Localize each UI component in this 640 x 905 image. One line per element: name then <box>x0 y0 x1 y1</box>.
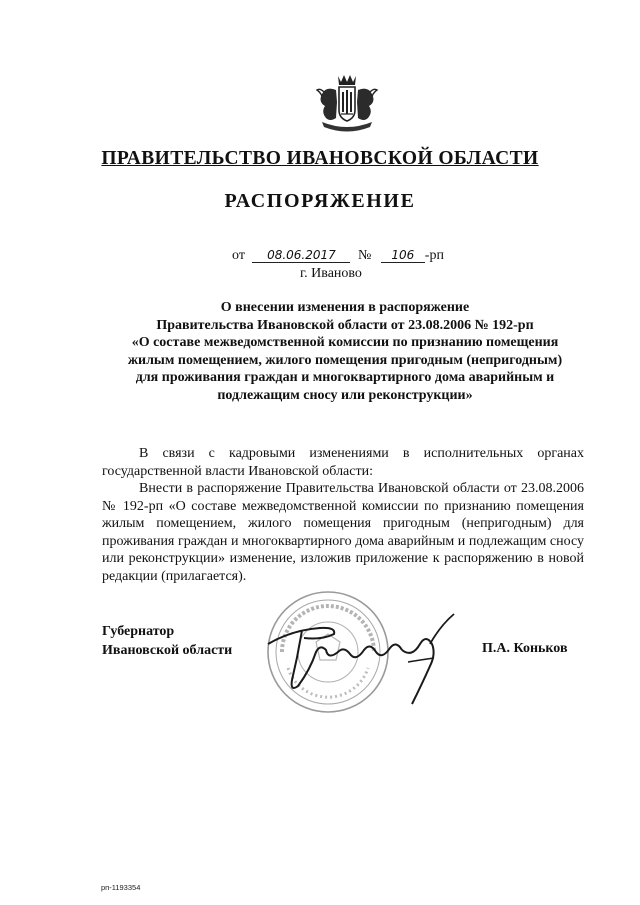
number-suffix: -рп <box>424 248 444 263</box>
coat-of-arms-icon <box>312 72 382 134</box>
heading-line: Правительства Ивановской области от 23.08.2006 № 192-рп <box>156 317 534 333</box>
heading-line: «О составе межведомственной комиссии по признанию помещения <box>131 335 559 350</box>
signatory-position-line: Ивановской области <box>102 643 233 658</box>
date-prefix: от <box>232 248 245 263</box>
document-date: 08.06.2017 <box>252 248 350 263</box>
signatory-name: П.А. Коньков <box>482 641 568 656</box>
body-paragraph-2: Внести в распоряжение Правительства Ивановской области от 23.08.2006 № 192-рп «О составе межведомственной комиссии по признанию помещения жилым помещением, жилого помещения пригодным (непригодным) для проживания граждан и многоквартирного дома аварийным и подлежащим сносу или реконструкции» изменение, изложив приложение к распоряжению в новой редакции (прилагается). <box>102 481 584 584</box>
government-title: ПРАВИТЕЛЬСТВО ИВАНОВСКОЙ ОБЛАСТИ <box>101 148 539 169</box>
document-type: РАСПОРЯЖЕНИЕ <box>224 190 416 212</box>
body-paragraph-1: В связи с кадровыми изменениями в исполнительных органах государственной власти Ивановской области: <box>102 446 584 479</box>
number-prefix: № <box>357 248 372 263</box>
handwritten-signature-icon <box>262 600 462 710</box>
heading-line: О внесении изменения в распоряжение <box>220 300 470 315</box>
heading-line: для проживания граждан и многоквартирного дома аварийным и <box>135 370 555 385</box>
heading-line: жилым помещением, жилого помещения пригодным (непригодным) <box>127 352 563 368</box>
city: г. Иваново <box>300 266 362 281</box>
document-number: 106 <box>381 248 425 263</box>
document-code: рп-1193354 <box>101 883 141 892</box>
heading-line: подлежащим сносу или реконструкции» <box>217 387 473 403</box>
date-number-line <box>232 248 532 264</box>
document-heading <box>100 299 590 404</box>
signatory-position-line: Губернатор <box>102 624 175 639</box>
signatory-position <box>102 622 232 660</box>
